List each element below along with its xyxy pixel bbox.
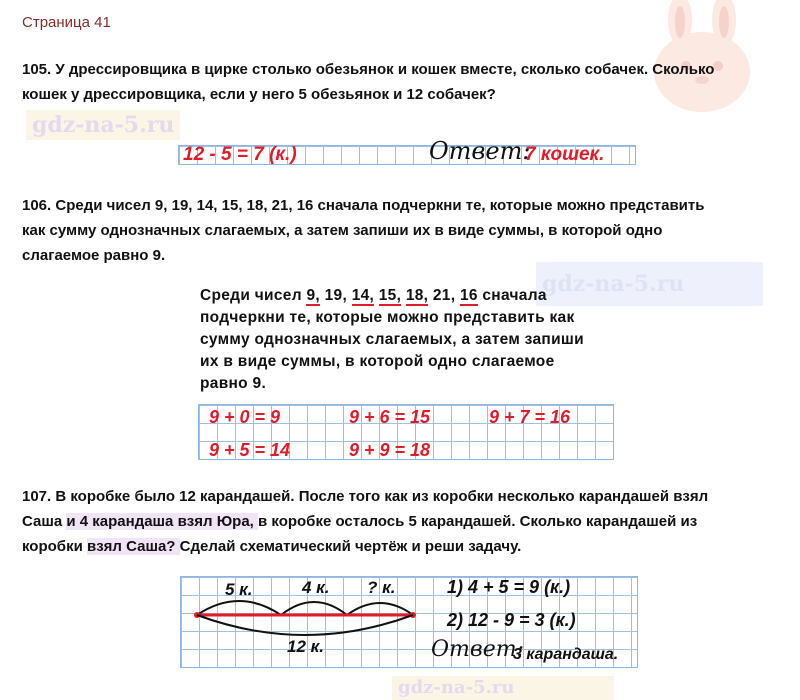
sum-1: 9 + 0 = 9 <box>209 407 281 427</box>
number-19: 19, <box>324 287 348 304</box>
number-9: 9, <box>306 287 321 304</box>
solution-step-2: 2) 12 - 9 = 3 (к.) <box>447 610 576 630</box>
total-label: 12 к. <box>287 637 324 656</box>
page-title: Страница 41 <box>22 14 111 31</box>
number-18: 18, <box>405 287 429 304</box>
task-105-text: 105. У дрессировщика в цирке столько обезьянок и кошек вместе, сколько собачек. Сколько кошек у дрессировщика, если у него 5 обезьянок и 12 собачек? <box>22 61 715 103</box>
sum-5: 9 + 9 = 18 <box>349 440 431 460</box>
task-105-equation: 12 - 5 = 7 (к.) <box>183 144 297 165</box>
segment-sasha-label: 5 к. <box>225 580 253 599</box>
task-107-diagram-grid <box>180 576 638 668</box>
number-14: 14, <box>351 287 375 304</box>
number-16: 16 <box>459 287 478 304</box>
task-106-sums-grid <box>198 404 614 460</box>
segment-unknown-label: ? к. <box>367 578 396 597</box>
task-107-answer: 3 карандаша. <box>513 646 619 663</box>
task-107-text: 107. В коробке было 12 карандашей. После того как из коробки несколько карандашей взял Саша и 4 карандаша взял Юра, в коробке осталось 5 карандашей. Сколько карандашей из коробки взял Саша? Сделай схематический чертёж и реши задачу. <box>22 488 709 555</box>
watermark-3: gdz-na-5.ru <box>392 676 614 700</box>
segment-yura-label: 4 к. <box>302 578 330 597</box>
task-106-book-text: Среди чисел 9, 19, 14, 15, 18, 21, 16 сначала подчеркни те, которые можно представить как сумму однозначных слагаемых, а затем запиши их в виде суммы, в которой одно слагаемое равно 9. <box>200 287 584 392</box>
number-21: 21, <box>432 287 456 304</box>
answer-label: Ответ: <box>429 137 531 165</box>
watermark-2: gdz-na-5.ru <box>536 262 763 306</box>
solution-step-1: 1) 4 + 5 = 9 (к.) <box>447 577 571 597</box>
watermark-1: gdz-na-5.ru <box>26 110 180 140</box>
task-105-answer: 7 кошек. <box>525 144 605 165</box>
sum-2: 9 + 6 = 15 <box>349 407 431 427</box>
number-15: 15, <box>378 287 402 304</box>
task-105-answer-grid <box>178 137 636 165</box>
answer-label-107: Ответ: <box>431 637 524 662</box>
task-106-text: 106. Среди чисел 9, 19, 14, 15, 18, 21, 16 сначала подчеркни те, которые можно представить как сумму однозначных слагаемых, а затем запиши их в виде суммы, в которой одно слагаемое равно 9. <box>22 197 705 264</box>
sum-3: 9 + 7 = 16 <box>489 407 571 427</box>
sum-4: 9 + 5 = 14 <box>209 440 291 460</box>
